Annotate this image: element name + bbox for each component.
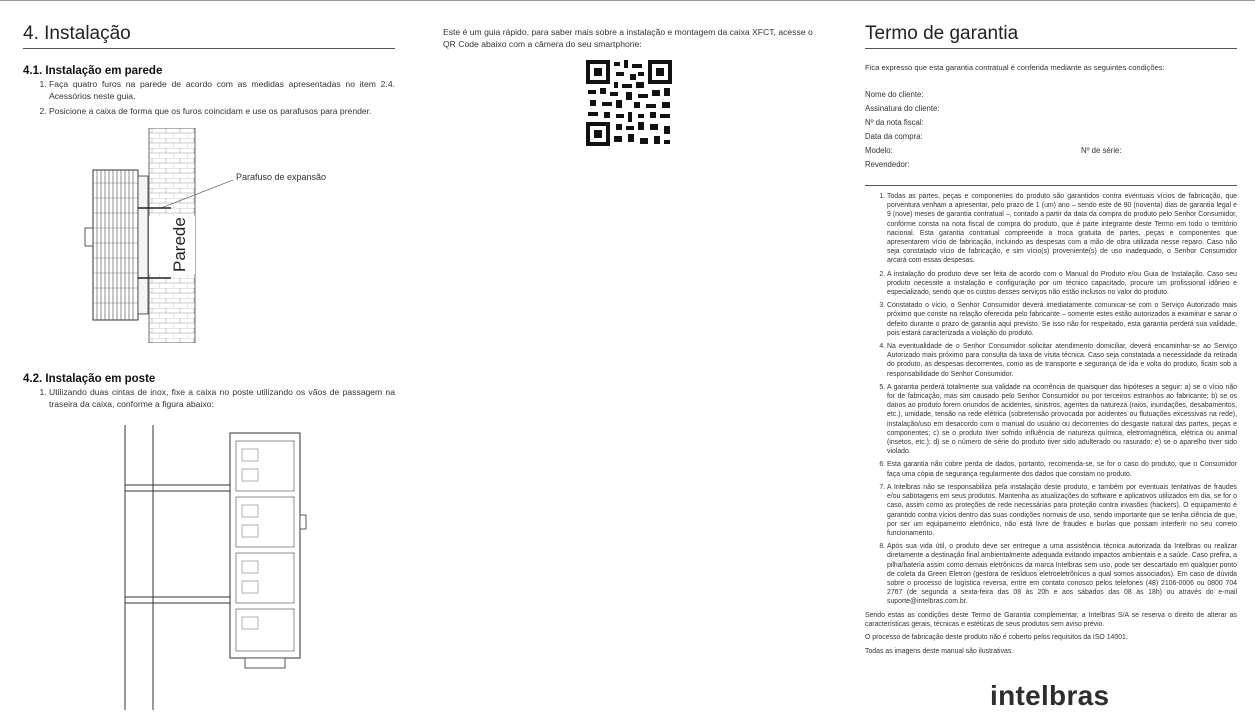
divider xyxy=(865,185,1237,186)
warranty-title: Termo de garantia xyxy=(865,23,1237,49)
list-item: 6. Esta garantia não cobre perda de dados, portanto, recomenda-se, se for o caso do produto, que o Consumidor faça uma cópia de segurança regularmente dos dados que constam no produto. xyxy=(887,460,1237,478)
list-item: 2. A instalação do produto deve ser feita de acordo com o Manual do Produto e/ou Guia de Instalação. Caso seu produto necessite a instalação e configuração por um técnico capacitado, procure um profissional idôneo e especializado, sendo que os custos desses serviços não estão inclusos no valor do produto. xyxy=(887,270,1237,298)
wall-label: Parede xyxy=(170,217,189,272)
list-item: 1. Faça quatro furos na parede de acordo com as medidas apresentadas no item 2.4. Acessórios neste guia. xyxy=(49,79,395,102)
list-item: 4. Na eventualidade de o Senhor Consumidor solicitar atendimento domiciliar, deverá encaminhar-se ao Serviço Autorizado mais próximo para consulta da taxa de visita técnica. Caso seja constatada a necessidade da retirada do produto, as despesas decorrentes, como as de transporte e segurança de ida e volta do produto, ficam sob a responsabilidade do Senhor Consumidor. xyxy=(887,342,1237,379)
wall-install-section xyxy=(23,65,395,118)
list-item: 2. Posicione a caixa de forma que os furos coincidam e use os parafusos para prender. xyxy=(49,106,395,118)
list-item: 1. Utilizando duas cintas de inox, fixe a caixa no poste utilizando os vãos de passagem na traseira da caixa, conforme a figura abaixo: xyxy=(49,387,395,410)
closing-paragraph: Sendo estas as condições deste Termo de Garantia complementar, a Intelbras S/A se reserva o direito de alterar as características gerais, técnicas e estéticas de seus produtos sem aviso prévio. xyxy=(865,611,1237,628)
list-item: 7. A Intelbras não se responsabiliza pela instalação deste produto, e também por eventuais tentativas de fraudes e/ou sabotagens em seus produtos. Mantenha as atualizações do software e aplicativos utilizados em dia, se for o caso, assim como as proteções de rede necessárias para proteção contra invasões (hackers). O equipamento é garantido contra vícios dentro das suas condições normais de uso, sendo importante que se tenha ciência de que, por ser um equipamento eletrônico, não está livre de fraudes e burlas que possam interferir no seu correto funcionamento. xyxy=(887,483,1237,538)
list-item: 1. Todas as partes, peças e componentes do produto são garantidos contra eventuais vícios de fabricação, que porventura venham a apresentar, pelo prazo de 1 (um) ano – sendo este de 90 (noventa) dias de garantia legal e 9 (nove) meses de garantia contratual –, contado a partir da data da compra do produto pelo Senhor Consumidor, conforme consta na nota fiscal de compra do produto, que é parte integrante deste Termo em todo o território nacional. Esta garantia contratual compreende a troca gratuita de partes, peças e componentes que apresentarem vício de fabricação, incluindo as despesas com a mão de obra utilizada nesse reparo. Caso não seja constatado vício de fabricação, e sim vício(s) proveniente(s) de uso inadequado, o Senhor Consumidor arcará com essas despesas. xyxy=(887,192,1237,266)
serial-field[interactable]: Nº de série: xyxy=(1081,146,1122,155)
section-title: 4. Instalação xyxy=(23,23,395,49)
warranty-fields xyxy=(865,88,1237,172)
pole-install-section xyxy=(23,373,395,414)
client-signature-field[interactable]: Assinatura do cliente: xyxy=(865,104,940,113)
wall-install-illustration xyxy=(75,128,375,343)
warranty-subtitle: Fica expresso que esta garantia contratual é conferida mediante as seguintes condições: xyxy=(865,63,1165,72)
list-item: 3. Constatado o vício, o Senhor Consumidor deverá imediatamente comunicar-se com o Serviço Autorizado mais próximo que conste na relação oferecida pelo fabricante – somente estes estão autorizados a examinar e sanar o defeito durante o prazo de garantia aqui previsto. Se isso não for respeitado, esta garantia perderá sua validade, pois estará caracterizada a violação do produto. xyxy=(887,301,1237,338)
closing-paragraph: Todas as imagens deste manual são ilustrativas. xyxy=(865,647,1014,655)
warranty-terms-list xyxy=(865,192,1237,607)
qr-code[interactable] xyxy=(586,60,672,146)
closing-paragraph: O processo de fabricação deste produto não é coberto pelos requisitos da ISO 14001. xyxy=(865,634,1128,642)
reseller-field[interactable]: Revendedor: xyxy=(865,160,910,169)
model-field[interactable]: Modelo: xyxy=(865,146,893,155)
qr-intro-text: Este é um guia rápido, para saber mais sobre a instalação e montagem da caixa XFCT, acesse o QR Code abaixo com a câmera do seu smartphone: xyxy=(443,27,813,49)
client-name-field[interactable]: Nome do cliente: xyxy=(865,90,924,99)
intelbras-logo: intelbras xyxy=(990,680,1110,711)
warranty-column xyxy=(865,0,1237,660)
wall-install-steps xyxy=(23,79,395,118)
wall-install-heading: 4.1. Instalação em parede xyxy=(23,65,163,77)
pole-install-steps xyxy=(23,387,395,410)
pole-install-heading: 4.2. Instalação em poste xyxy=(23,373,156,385)
installation-column xyxy=(23,0,395,122)
purchase-date-field[interactable]: Data da compra: xyxy=(865,132,923,141)
list-item: 5. A garantia perderá totalmente sua validade na ocorrência de quaisquer das hipóteses a seguir: a) se o vício não for de fabricação, mas sim causado pelo Senhor Consumidor ou por terceiros estranhos ao fabricante; b) se os danos ao produto forem oriundos de acidentes, sinistros, agentes da natureza (raios, inundações, desabamentos, etc.), umidade, tensão na rede elétrica (sobretensão provocada por acidentes ou flutuações excessivas na rede), instalação/uso em desacordo com o manual do usuário ou decorrentes do desgaste natural das partes, peças e componentes; c) se o produto tiver sofrido influência de natureza química, eletromagnética, elétrica ou animal (insetos, etc.); d) se o número de série do produto tiver sido adulterado ou rasurado; e) se o aparelho tiver sido violado. xyxy=(887,383,1237,457)
model-row xyxy=(865,144,1237,158)
pole-install-illustration xyxy=(105,425,325,710)
list-item: 8. Após sua vida útil, o produto deve ser entregue a uma assistência técnica autorizada da Intelbras ou realizar diretamente a destinação final ambientalmente adequada evitando impactos ambientais e a saúde. Caso prefira, a pilha/bateria assim como demais eletrônicos da marca Intelbras sem uso, pode ser descartado em qualquer ponto de coleta da Green Eletron (gestora de resíduos eletroeletrônicos a qual somos associados). Em caso de dúvida sobre o processo de logística reversa, entre em contato conosco pelos telefones (48) 2106-0006 ou 0800 704 2767 (de segunda a sexta-feira das 08 às 20h e aos sábados das 08 às 18h) ou através do e-mail suporte@intelbras.com.br. xyxy=(887,542,1237,606)
invoice-field[interactable]: Nº da nota fiscal: xyxy=(865,118,924,127)
expansion-screw-callout: Parafuso de expansão xyxy=(236,172,327,182)
